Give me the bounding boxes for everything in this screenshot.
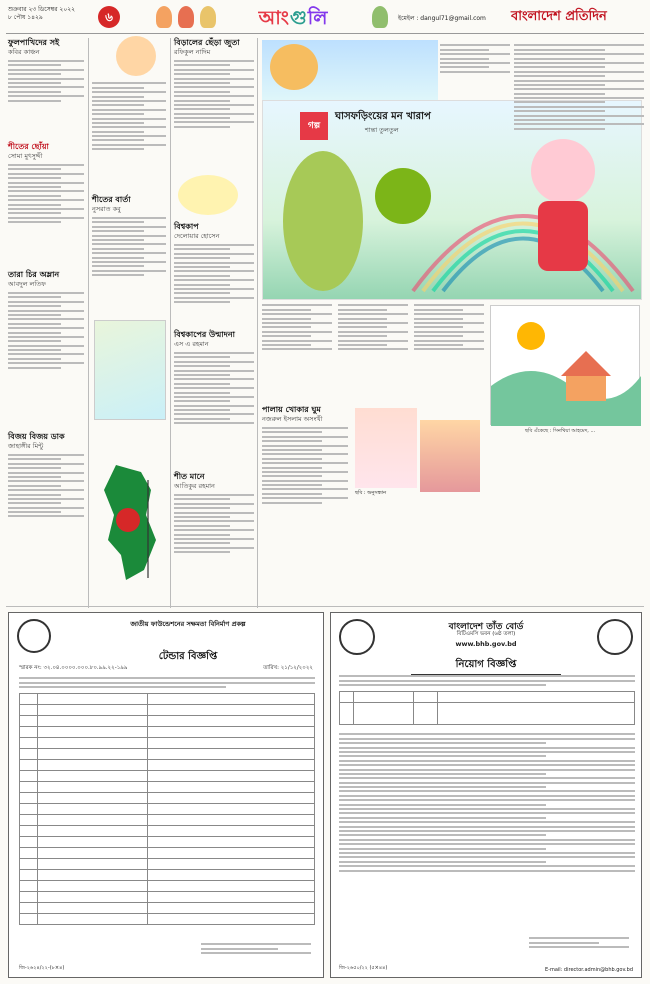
child-drawing bbox=[490, 305, 640, 425]
tender-title: টেন্ডার বিজ্ঞপ্তি bbox=[158, 651, 218, 662]
poem-bijoy bbox=[8, 432, 84, 520]
poem-title: ফুলপাখিদের সই bbox=[8, 38, 60, 47]
poem-shit-mane bbox=[174, 472, 254, 555]
poem-author: দেলোয়ার হোসেন bbox=[174, 232, 220, 240]
tender-org: জাতীয় ফাউন্ডেশনের সক্ষমতা বিনির্মাণ প্রকল্প bbox=[130, 620, 246, 628]
board-name: বাংলাদেশ তাঁত বোর্ড bbox=[448, 622, 524, 632]
poem-title: শীত মানে bbox=[174, 472, 205, 481]
tender-intro bbox=[19, 675, 315, 691]
tender-table bbox=[19, 693, 315, 925]
newspaper-name: বাংলাদেশ প্রতিদিন bbox=[511, 9, 607, 24]
recruitment-footer: জি-২৬৫০/২২ (৫×৪৪) bbox=[339, 965, 388, 971]
recruitment-terms bbox=[339, 731, 635, 874]
story-column-2 bbox=[338, 302, 408, 353]
board-logo-icon bbox=[597, 619, 633, 655]
sun-illustration-icon bbox=[270, 44, 318, 90]
tender-footer: জি-২৬২৪/২২-(৮×৪) bbox=[19, 965, 65, 971]
story-category-badge: গল্প bbox=[300, 112, 328, 140]
kid-illustration-icon bbox=[156, 6, 172, 28]
recruitment-intro bbox=[339, 673, 635, 689]
poem-phul bbox=[8, 38, 84, 104]
poem-title: বিড়ালের ছেঁড়া জুতা bbox=[174, 38, 240, 47]
poem-author: রফিকুল নাদিম bbox=[174, 48, 211, 56]
animal-illustration-icon bbox=[372, 6, 388, 28]
recruitment-notice bbox=[330, 612, 642, 978]
section-divider bbox=[6, 606, 644, 607]
column-divider bbox=[170, 38, 171, 608]
poem-author: জাহাঙ্গীর মিন্টু bbox=[8, 442, 44, 450]
poem-title: বিশ্বকাপের উন্মাদনা bbox=[174, 330, 235, 339]
kid-illustration-icon bbox=[178, 6, 194, 28]
column-divider bbox=[257, 38, 258, 608]
poem-author: এস এ রহমান bbox=[174, 340, 209, 348]
poem-author: সোমা মুৎসুদ্দী bbox=[8, 152, 43, 160]
poem-tara bbox=[8, 270, 84, 371]
bird-illustration-icon bbox=[178, 175, 238, 215]
govt-seal-icon bbox=[17, 619, 51, 653]
tender-date: তারিখ: ২১/১২/২০২২ bbox=[263, 665, 313, 671]
story-column-3 bbox=[414, 302, 484, 353]
poem-biriler bbox=[174, 38, 254, 130]
recruitment-signature bbox=[529, 935, 629, 951]
recruitment-email: E-mail: director.admin@bhb.gov.bd bbox=[544, 967, 633, 973]
soldier-illustration bbox=[94, 320, 166, 420]
poem-shit-barta bbox=[92, 195, 166, 278]
photo-caption: ছবি : অনুসন্ধান bbox=[355, 490, 387, 496]
date-gregorian: শুক্রবার ২৩ ডিসেম্বর ২০২২ bbox=[8, 6, 76, 13]
poem-title: শীতের বার্তা bbox=[92, 195, 131, 204]
poem-bishwakap bbox=[174, 222, 254, 305]
poem-author: নজরুল ইসলাম অসংখী bbox=[262, 415, 323, 423]
story-column-right bbox=[514, 42, 644, 132]
poem-shit-chhoa bbox=[8, 142, 84, 225]
child-photo bbox=[420, 420, 480, 492]
poem-title: পালায় খোকার ঘুম bbox=[262, 405, 321, 414]
poem-title: বিশ্বকাপ bbox=[174, 222, 199, 231]
poem-author: আতিকুর রহমান bbox=[174, 482, 215, 490]
tender-notice bbox=[8, 612, 324, 978]
story-column-right-top bbox=[440, 42, 510, 75]
date-line bbox=[8, 6, 75, 22]
column-divider bbox=[88, 38, 89, 608]
drawing-caption: ছবি এঁকেছে : সিনথিয়া আহমেদ, ... bbox=[525, 428, 596, 434]
poem-shit-barta-area bbox=[92, 80, 166, 153]
tender-signature bbox=[201, 941, 311, 963]
section-logo: আগুলি bbox=[258, 7, 329, 29]
story-title: ঘাসফড়িংয়ের মন খারাপ bbox=[335, 111, 431, 122]
poem-bishwakap-unmadona bbox=[174, 330, 254, 427]
poem-title: তারা চির অম্লান bbox=[8, 270, 60, 279]
board-address: বিটিএমসি ভবন (৬ষ্ঠ তলা) bbox=[456, 631, 516, 637]
board-website: www.bhb.gov.bd bbox=[455, 640, 517, 648]
story-author: শান্তা তুলতুল bbox=[365, 126, 399, 134]
recruitment-title: নিয়োগ বিজ্ঞপ্তি bbox=[411, 657, 561, 675]
story-column-1 bbox=[262, 302, 332, 353]
bangladesh-map-illustration bbox=[96, 460, 166, 585]
date-bangla: ৮ পৌষ ১৪২৯ bbox=[8, 14, 43, 21]
poem-author: কবির কাঞ্চন bbox=[8, 48, 40, 56]
poem-palay bbox=[262, 405, 348, 506]
poem-author: নুসরাত কবু bbox=[92, 205, 121, 213]
recruitment-table bbox=[339, 691, 635, 725]
govt-seal-icon bbox=[339, 619, 375, 655]
child-drawing-2 bbox=[355, 408, 417, 488]
poem-title: বিজয় বিজয় ডাক bbox=[8, 432, 65, 441]
kid-illustration-icon bbox=[200, 6, 216, 28]
tender-ref: স্মারক নং: ৩২.০৪.০০০০.০০০.৮০.৯৯.২২-১৯৯ bbox=[19, 665, 128, 671]
child-cartoon-icon bbox=[116, 36, 156, 76]
poem-title: শীতের ছোঁয়া bbox=[8, 142, 49, 151]
page-header bbox=[6, 4, 644, 34]
header-email: ইমেইল : dangul71@gmail.com bbox=[398, 15, 486, 22]
poem-author: আবদুল লতিফ bbox=[8, 280, 46, 288]
page-number: ৬ bbox=[98, 6, 120, 28]
